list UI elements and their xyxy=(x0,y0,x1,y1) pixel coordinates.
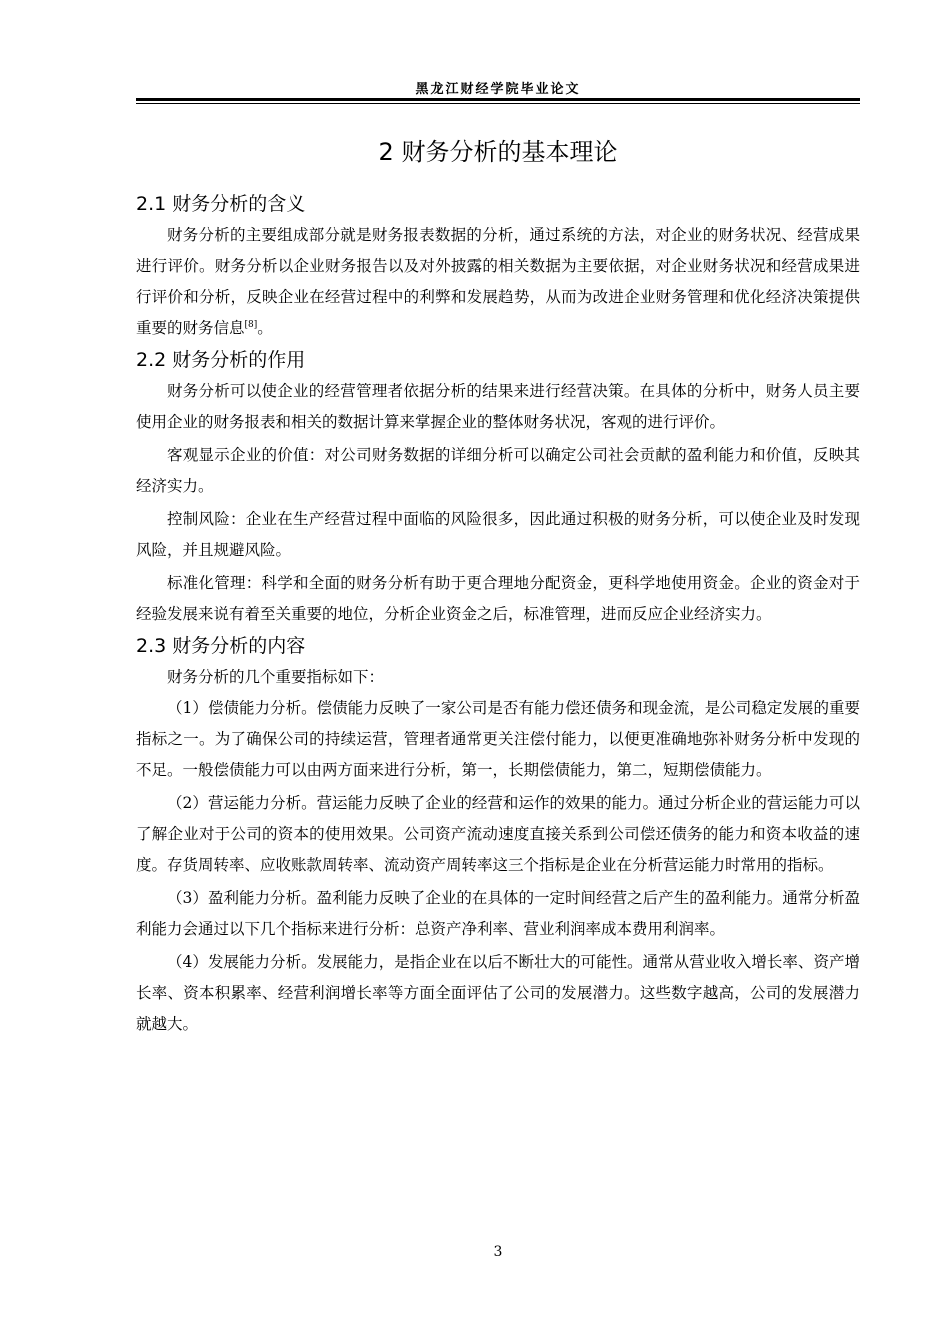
citation-ref: [8] xyxy=(244,319,258,330)
section-heading-2-1: 2.1 财务分析的含义 xyxy=(136,193,306,215)
paragraph: 财务分析的几个重要指标如下： xyxy=(167,668,385,686)
list-item-paragraph: （4）发展能力分析。发展能力，是指企业在以后不断壮大的可能性。通常从营业收入增长率、资产增长率、资本积累率、经营利润增长率等方面全面评估了公司的发展潜力。这些数字越高，公司的发展潜力就越大。 xyxy=(136,953,860,1033)
header-rule-thin xyxy=(136,103,860,104)
paragraph xyxy=(136,220,860,344)
list-item-paragraph: （1）偿债能力分析。偿债能力反映了一家公司是否有能力偿还债务和现金流，是公司稳定发展的重要指标之一。为了确保公司的持续运营，管理者通常更关注偿付能力，以便更准确地弥补财务分析中发现的不足。一般偿债能力可以由两方面来进行分析，第一，长期偿债能力，第二，短期偿债能力。 xyxy=(136,699,860,779)
header-rule-thick xyxy=(136,98,860,101)
section-heading-2-2: 2.2 财务分析的作用 xyxy=(136,349,306,371)
paragraph: 标准化管理：科学和全面的财务分析有助于更合理地分配资金，更科学地使用资金。企业的资金对于经验发展来说有着至关重要的地位，分析企业资金之后，标准管理，进而反应企业经济实力。 xyxy=(136,574,860,623)
header-title: 黑龙江财经学院毕业论文 xyxy=(415,82,581,97)
paragraph-text: 财务分析的主要组成部分就是财务报表数据的分析，通过系统的方法，对企业的财务状况、经营成果进行评价。财务分析以企业财务报告以及对外披露的相关数据为主要依据，对企业财务状况和经营成果进行评价和分析，反映企业在经营过程中的利弊和发展趋势，从而为改进企业财务管理和优化经济决策提供重要的财务信息 xyxy=(136,226,860,337)
paragraph: 财务分析可以使企业的经营管理者依据分析的结果来进行经营决策。在具体的分析中，财务人员主要使用企业的财务报表和相关的数据计算来掌握企业的整体财务状况，客观的进行评价。 xyxy=(136,382,860,431)
chapter-title: 2 财务分析的基本理论 xyxy=(378,138,618,166)
list-item-paragraph: （3）盈利能力分析。盈利能力反映了企业的在具体的一定时间经营之后产生的盈利能力。通常分析盈利能力会通过以下几个指标来进行分析：总资产净利率、营业利润率成本费用利润率。 xyxy=(136,889,860,938)
section-heading-2-3: 2.3 财务分析的内容 xyxy=(136,635,306,657)
paragraph-tail: 。 xyxy=(257,319,273,337)
page-header xyxy=(136,76,860,108)
list-item-paragraph: （2）营运能力分析。营运能力反映了企业的经营和运作的效果的能力。通过分析企业的营运能力可以了解企业对于公司的资本的使用效果。公司资产流动速度直接关系到公司偿还债务的能力和资本收益的速度。存货周转率、应收账款周转率、流动资产周转率这三个指标是企业在分析营运能力时常用的指标。 xyxy=(136,794,860,874)
paragraph: 客观显示企业的价值：对公司财务数据的详细分析可以确定公司社会贡献的盈利能力和价值，反映其经济实力。 xyxy=(136,446,860,495)
page-number: 3 xyxy=(493,1244,503,1260)
paragraph: 控制风险：企业在生产经营过程中面临的风险很多，因此通过积极的财务分析，可以使企业及时发现风险，并且规避风险。 xyxy=(136,510,860,559)
document-body xyxy=(136,188,860,1040)
